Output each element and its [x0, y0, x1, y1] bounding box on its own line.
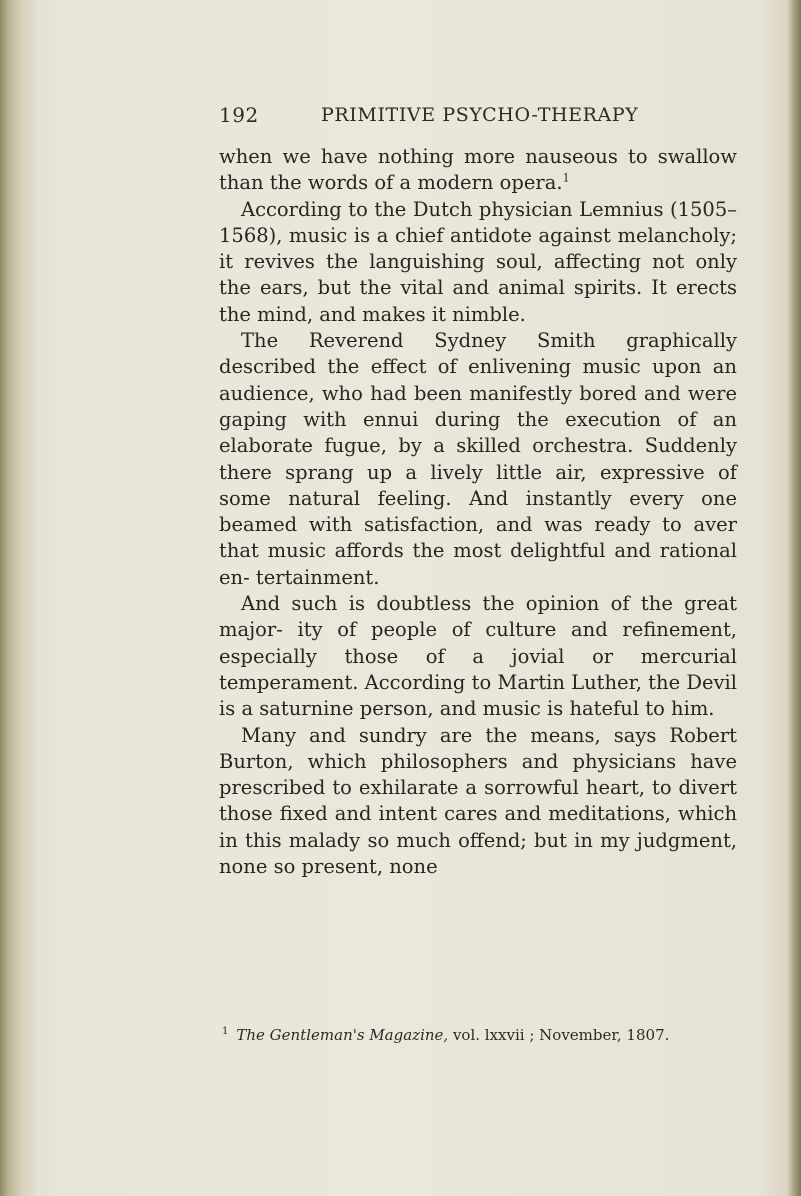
- paragraph-5: Many and sundry are the means, says Robert Burton, which philosophers and physicians have prescribed to exhilarate a sorrowful heart, to divert those fixed and intent cares and meditations, which in this malady so much offend; but in my judgment, none so present, none: [219, 723, 737, 879]
- footnote-details: vol. lxxvii ; November, 1807.: [448, 1026, 670, 1044]
- page-edge-shadow: [787, 0, 801, 1196]
- body-text: [219, 144, 737, 880]
- paragraph-4: And such is doubtless the opinion of the great major- ity of people of culture and refinement, especially those of a jovial or mercurial temperament. According to Martin Luther, the Devil is a saturnine person, and music is hateful to him.: [219, 592, 737, 721]
- paragraph-1: [219, 144, 737, 197]
- page-gutter-shadow: [0, 0, 38, 1196]
- paragraph-2: According to the Dutch physician Lemnius (1505–1568), music is a chief antidote against melancholy; it revives the languishing soul, affecting not only the ears, but the vital and animal spirits. It erects the mind, and makes it nimble.: [219, 197, 737, 326]
- footnote-reference: 1: [562, 171, 570, 185]
- footnote-magazine-title: The Gentleman's Magazine,: [236, 1026, 449, 1044]
- footnote: [222, 1026, 742, 1044]
- paragraph-1-text: when we have nothing more nauseous to swallow than the words of a modern opera.: [219, 145, 737, 195]
- running-head: PRIMITIVE PSYCHO-THERAPY: [321, 104, 639, 126]
- page-header: [219, 103, 739, 131]
- paragraph-3: The Reverend Sydney Smith graphically described the effect of enlivening music upon an audience, who had been manifestly bored and were gaping with ennui during the execution of an elaborate fugue, by a skilled orchestra. Suddenly there sprang up a lively little air, expressive of some natural feeling. And instantly every one beamed with satisfaction, and was ready to aver that music affords the most delightful and rational en- tertainment.: [219, 329, 737, 589]
- footnote-mark: 1: [222, 1026, 229, 1037]
- page-number: 192: [219, 103, 259, 127]
